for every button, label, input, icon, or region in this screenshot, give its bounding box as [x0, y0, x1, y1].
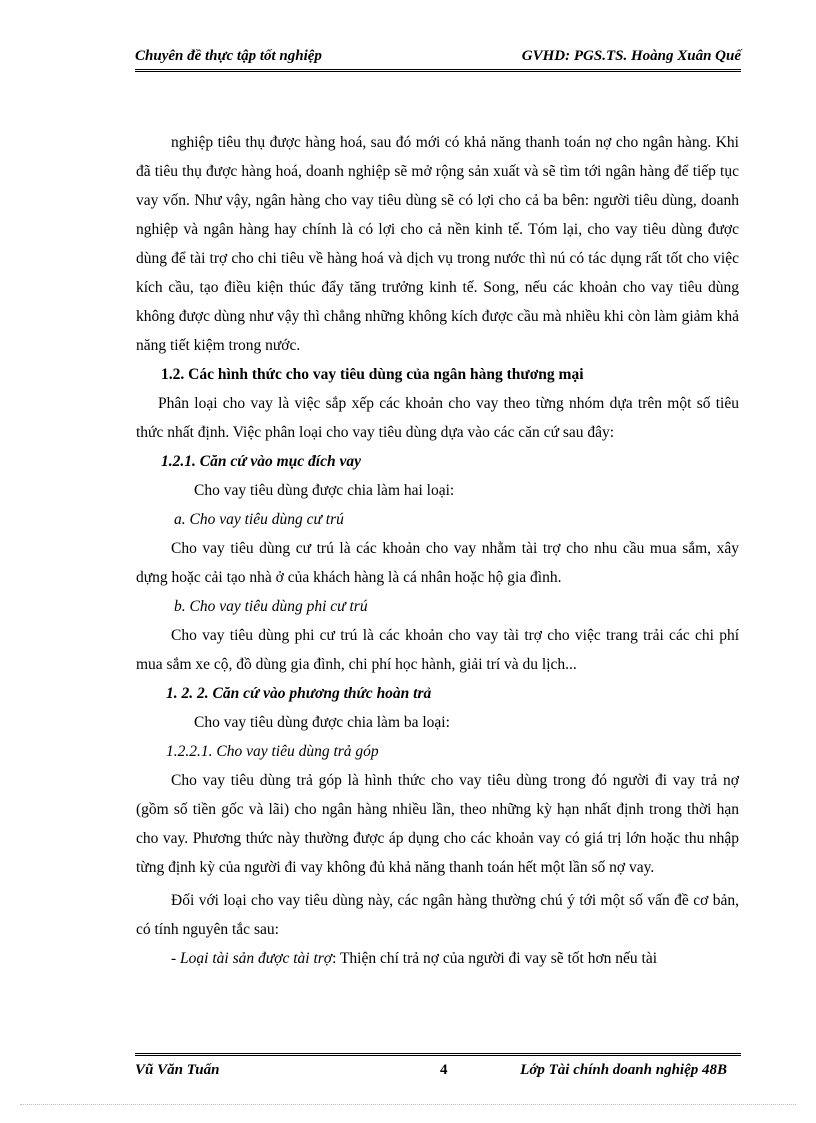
- footer-author: Vũ Văn Tuấn: [135, 1062, 220, 1078]
- page-header: [135, 45, 741, 72]
- paragraph: Phân loại cho vay là việc sắp xếp các khoản cho vay theo từng nhóm dựa trên một số tiêu thức nhất định. Việc phân loại cho vay tiêu dùng dựa vào các căn cứ sau đây:: [136, 395, 739, 441]
- paragraph: Cho vay tiêu dùng được chia làm hai loại:: [194, 482, 455, 499]
- document-body: [136, 128, 739, 973]
- paragraph: Đối với loại cho vay tiêu dùng này, các ngân hàng thường chú ý tới một số vấn đề cơ bản, có tính nguyên tắc sau:: [136, 892, 739, 938]
- subsection-heading: a. Cho vay tiêu dùng cư trú: [174, 511, 344, 528]
- header-right-text: GVHD: PGS.TS. Hoàng Xuân Quế: [521, 48, 741, 64]
- paragraph: Cho vay tiêu dùng cư trú là các khoản cho vay nhằm tài trợ cho nhu cầu mua sắm, xây dựng hoặc cải tạo nhà ở của khách hàng là cá nhân hoặc hộ gia đình.: [136, 540, 739, 586]
- subsection-heading: b. Cho vay tiêu dùng phi cư trú: [174, 598, 368, 615]
- list-text: : Thiện chí trả nợ của người đi vay sẽ tốt hơn nếu tài: [332, 950, 658, 967]
- subsection-heading: 1.2.2.1. Cho vay tiêu dùng trả góp: [166, 743, 379, 760]
- subsection-heading: 1. 2. 2. Căn cứ vào phương thức hoàn trả: [166, 685, 432, 702]
- page-bottom-divider: [20, 1104, 796, 1105]
- paragraph: Cho vay tiêu dùng được chia làm ba loại:: [194, 714, 450, 731]
- paragraph: nghiệp tiêu thụ được hàng hoá, sau đó mới có khả năng thanh toán nợ cho ngân hàng. Khi đã tiêu thụ được hàng hoá, doanh nghiệp sẽ mở rộng sản xuất và sẽ tìm tới ngân hàng để tiếp tục vay vốn. Như vậy, ngân hàng cho vay tiêu dùng sẽ có lợi cho cả ba bên: người tiêu dùng, doanh nghiệp và ngân hàng hay chính là có lợi cho cả nền kinh tế. Tóm lại, cho vay tiêu dùng được dùng để tài trợ cho chi tiêu về hàng hoá và dịch vụ trong nước thì nú có tác dụng rất tốt cho việc kích cầu, tạo điều kiện thúc đẩy tăng trưởng kinh tế. Song, nếu các khoản cho vay tiêu dùng không được dùng như vậy thì chẳng những không kích được cầu mà nhiều khi còn làm giảm khả năng tiết kiệm trong nước.: [136, 134, 739, 354]
- section-heading: 1.2. Các hình thức cho vay tiêu dùng của ngân hàng thương mại: [161, 366, 584, 383]
- page-footer: [135, 1053, 741, 1084]
- subsection-heading: 1.2.1. Căn cứ vào mục đích vay: [161, 453, 362, 470]
- page-number: 4: [440, 1062, 448, 1078]
- header-left-text: Chuyên đề thực tập tốt nghiệp: [135, 48, 322, 64]
- paragraph: [136, 944, 739, 973]
- paragraph: Cho vay tiêu dùng trả góp là hình thức cho vay tiêu dùng trong đó người đi vay trả nợ (gồm số tiền gốc và lãi) cho ngân hàng nhiều lần, theo những kỳ hạn nhất định trong thời hạn cho vay. Phương thức này thường được áp dụng cho các khoản vay có giá trị lớn hoặc thu nhập từng định kỳ của người đi vay không đủ khả năng thanh toán hết một lần số nợ vay.: [136, 772, 739, 876]
- paragraph: Cho vay tiêu dùng phi cư trú là các khoản cho vay tài trợ cho việc trang trải các chi phí mua sắm xe cộ, đồ dùng gia đình, chi phí học hành, giải trí và du lịch...: [136, 627, 739, 673]
- list-lead: - Loại tài sản được tài trợ: [171, 950, 333, 967]
- footer-class: Lớp Tài chính doanh nghiệp 48B: [520, 1062, 727, 1078]
